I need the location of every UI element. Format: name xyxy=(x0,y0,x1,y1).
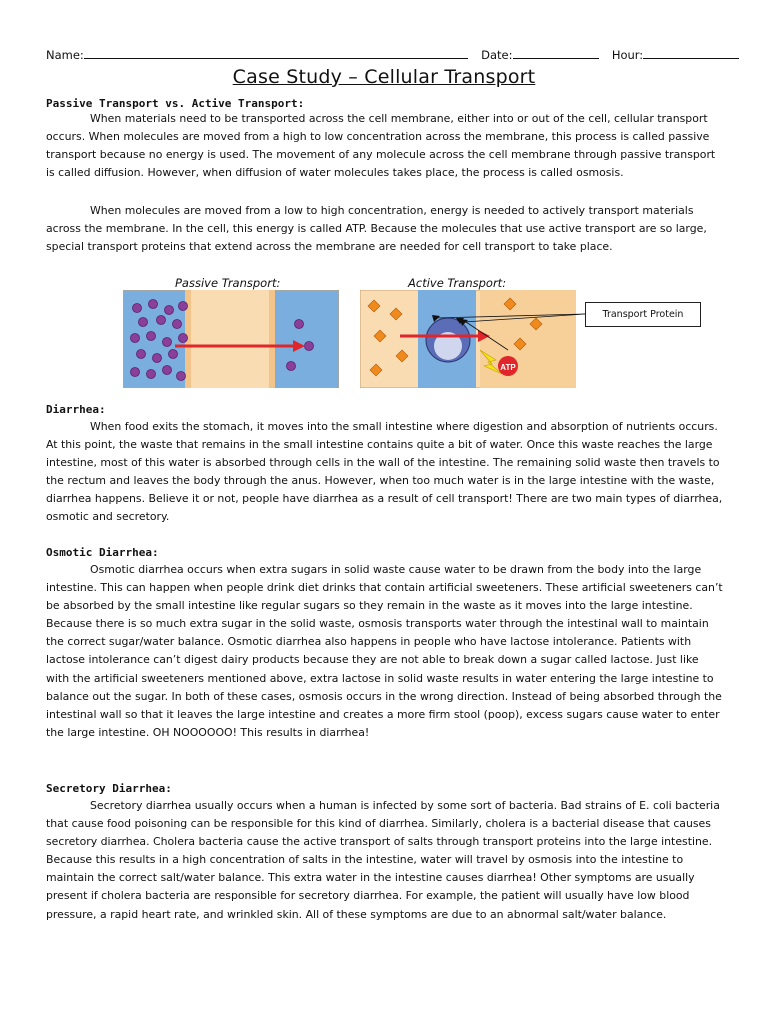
section-heading: Passive Transport vs. Active Transport: xyxy=(46,97,305,110)
section-heading: Secretory Diarrhea: xyxy=(46,782,172,795)
hour-label: Hour: xyxy=(611,48,644,62)
header-fields xyxy=(46,48,726,62)
passive-transport-diagram xyxy=(123,290,339,388)
name-label: Name: xyxy=(46,48,84,62)
section-heading: Osmotic Diarrhea: xyxy=(46,546,159,559)
paragraph: When food exits the stomach, it moves into the small intestine where digestion and absorption of nutrients occurs. At this point, the waste that remains in the small intestine contains quite a bit of water. Once this waste reaches the large intestine, most of this water is absorbed through cells in the wall of the intestine. The remaining solid waste then travels to the rectum and leaves the body through the anus. However, when too much water is in the large intestine with the waste, diarrhea happens. Believe it or not, people have diarrhea as a result of cell transport! There are two main types of diarrhea, osmotic and secretory. xyxy=(46,420,723,524)
paragraph: When molecules are moved from a low to high concentration, energy is needed to actively transport materials across the membrane. In the cell, this energy is called ATP. Because the molecules that use active transport are so large, special transport proteins that extend across the membrane are needed for cell transport to take place. xyxy=(46,204,707,254)
hour-blank[interactable] xyxy=(643,48,739,59)
transport-protein-callout: Transport Protein xyxy=(585,302,701,327)
page-title: Case Study – Cellular Transport xyxy=(232,66,536,88)
atp-label: ATP xyxy=(500,363,516,372)
section-heading: Diarrhea: xyxy=(46,403,106,416)
date-blank[interactable] xyxy=(513,48,599,59)
date-label: Date: xyxy=(481,48,513,62)
passive-transport-label: Passive Transport: xyxy=(175,276,281,290)
paragraph: Secretory diarrhea usually occurs when a human is infected by some sort of bacteria. Bad strains of E. coli bacteria that cause food poisoning can be responsible for this kind of diarrhea. Similarly, cholera is a bacterial disease that causes secretory diarrhea. Cholera bacteria cause the active transport of salts through transport proteins into the large intestine. Because this results in a high concentration of salts in the intestine, water will travel by osmosis into the intestine to maintain the correct salt/water balance. This extra water in the intestine causes diarrhea! Other symptoms are usually present if cholera bacteria are responsible for secretory diarrhea. For example, the patient will usually have low blood pressure, a rapid heart rate, and wrinkled skin. All of these symptoms are due to an abnormal salt/water balance. xyxy=(46,799,720,921)
name-blank[interactable] xyxy=(84,48,468,59)
callout-leader-lines xyxy=(430,300,590,340)
paragraph: Osmotic diarrhea occurs when extra sugars in solid waste cause water to be drawn from the body into the large intestine. This can happen when people drink diet drinks that contain artificial sweeteners. These artificial sweeteners can’t be absorbed by the small intestine like regular sugars so they remain in the waste as it moves into the large intestine. Because there is so much extra sugar in the solid waste, osmosis transports water through the intestinal wall to maintain the correct sugar/water balance. Osmotic diarrhea also happens in people who have lactose intolerance. Patients with lactose intolerance can’t digest dairy products because they are not able to break down a sugar called lactose. Just like with the artificial sweeteners mentioned above, extra lactose in solid waste results in water entering the large intestine to balance out the sugar. In both of these cases, osmosis occurs in the wrong direction. Instead of being absorbed through the intestinal wall so that it leaves the large intestine and creates a more firm stool (poop), excess sugars cause water to enter the large intestine. OH NOOOOOO! This results in diarrhea! xyxy=(46,563,723,739)
active-transport-label: Active Transport: xyxy=(408,276,507,290)
paragraph: When materials need to be transported across the cell membrane, either into or out of the cell, cellular transport occurs. When molecules are moved from a high to low concentration across the membrane, this process is called passive transport because no energy is used. The movement of any molecule across the cell membrane through passive transport is called diffusion. However, when diffusion of water molecules takes place, the process is called osmosis. xyxy=(46,112,716,180)
